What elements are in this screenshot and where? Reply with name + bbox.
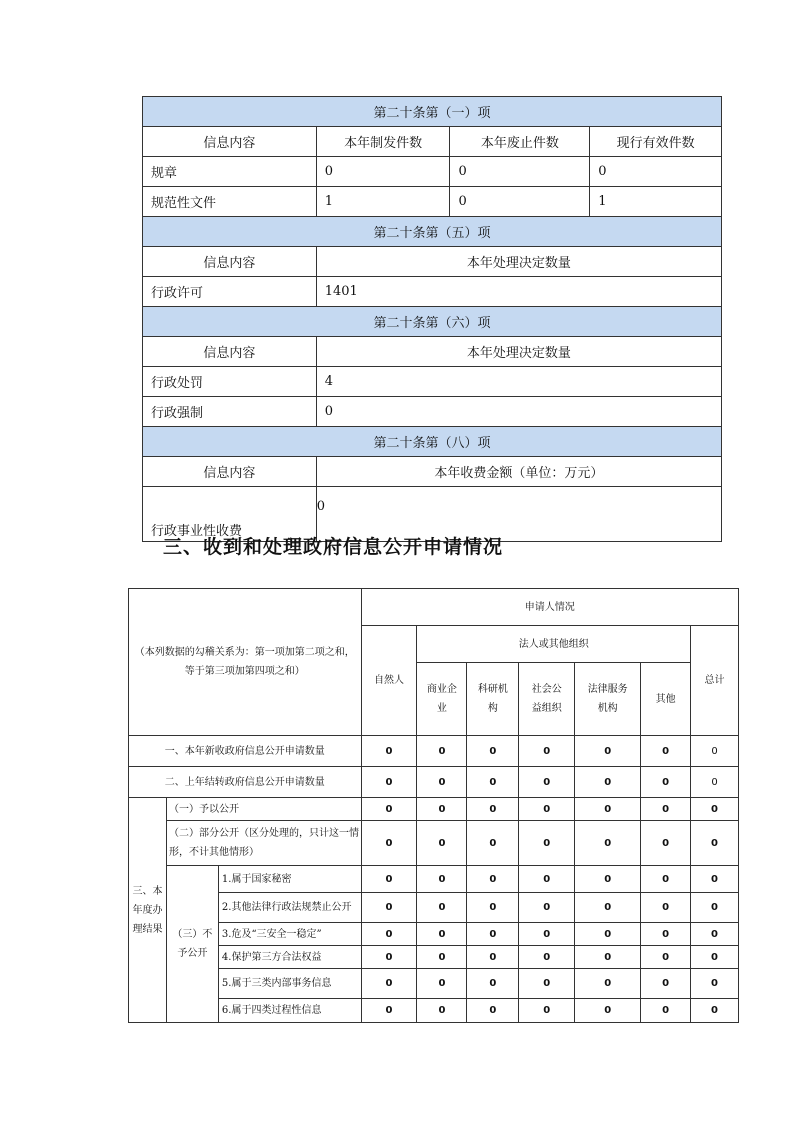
cell-value: 0	[417, 893, 467, 923]
section-title: 第二十条第（八）项	[143, 427, 722, 457]
applicant-header: 申请人情况	[361, 589, 738, 626]
cell-value: 0	[691, 736, 739, 767]
row-label: 行政强制	[143, 397, 317, 427]
cell-value: 0	[519, 999, 575, 1023]
table-row	[129, 736, 739, 767]
cell-value: 0	[467, 893, 519, 923]
table-row	[143, 157, 722, 187]
cell-value: 0	[691, 798, 739, 821]
table-row	[129, 969, 739, 999]
cell-value: 0	[575, 736, 641, 767]
cell-value: 0	[417, 999, 467, 1023]
table-row	[143, 277, 722, 307]
table-row	[129, 798, 739, 821]
cell-value: 0	[519, 821, 575, 866]
legal-entity-header: 法人或其他组织	[417, 626, 691, 663]
cell-value: 0	[467, 999, 519, 1023]
column-header-row	[143, 457, 722, 487]
row-label: 3.危及“三安全一稳定”	[218, 923, 361, 946]
cell-value: 0	[417, 767, 467, 798]
cell-value: 0	[590, 157, 722, 187]
section-header-row	[143, 97, 722, 127]
cell-value: 0	[519, 767, 575, 798]
table-row	[143, 397, 722, 427]
column-header: 信息内容	[143, 457, 317, 487]
cell-value: 0	[316, 487, 721, 542]
cell-value: 0	[575, 893, 641, 923]
total-header: 总计	[691, 626, 739, 736]
column-header: 本年收费金额（单位：万元）	[316, 457, 721, 487]
cell-value: 0	[575, 866, 641, 893]
column-header-row	[143, 127, 722, 157]
column-header: 信息内容	[143, 247, 317, 277]
cell-value: 0	[641, 767, 691, 798]
cell-value: 0	[467, 969, 519, 999]
cell-value: 0	[691, 821, 739, 866]
legal-type-header: 商业企业	[417, 663, 467, 736]
cell-value: 0	[417, 798, 467, 821]
cell-value: 0	[691, 946, 739, 969]
table-row	[129, 866, 739, 893]
cell-value: 1401	[316, 277, 721, 307]
cell-value: 0	[417, 866, 467, 893]
cell-value: 0	[519, 923, 575, 946]
cell-value: 0	[417, 923, 467, 946]
cell-value: 0	[641, 999, 691, 1023]
table-row	[129, 893, 739, 923]
column-header: 本年制发件数	[316, 127, 450, 157]
row-label: （二）部分公开（区分处理的，只计这一情形，不计其他情形）	[166, 821, 361, 866]
cell-value: 0	[575, 767, 641, 798]
section-header-row	[143, 307, 722, 337]
cell-value: 4	[316, 367, 721, 397]
section-title: 第二十条第（六）项	[143, 307, 722, 337]
cell-value: 0	[467, 798, 519, 821]
legal-type-header: 科研机构	[467, 663, 519, 736]
cell-value: 0	[575, 999, 641, 1023]
cell-value: 0	[691, 866, 739, 893]
cell-value: 0	[641, 798, 691, 821]
result-group-label: 三、本年度办理结果	[129, 798, 167, 1023]
cell-value: 0	[519, 969, 575, 999]
section-title: 第二十条第（一）项	[143, 97, 722, 127]
row-label: 一、本年新收政府信息公开申请数量	[129, 736, 362, 767]
row-label: 6.属于四类过程性信息	[218, 999, 361, 1023]
cell-value: 0	[519, 866, 575, 893]
cell-value: 0	[361, 866, 417, 893]
row-label: 行政处罚	[143, 367, 317, 397]
legal-type-header: 法律服务机构	[575, 663, 641, 736]
row-label: （一）予以公开	[166, 798, 361, 821]
cell-value: 0	[519, 736, 575, 767]
cell-value: 0	[641, 893, 691, 923]
cell-value: 0	[361, 821, 417, 866]
natural-person-header: 自然人	[361, 626, 417, 736]
column-header-row	[143, 337, 722, 367]
table-row	[129, 767, 739, 798]
cell-value: 0	[641, 946, 691, 969]
not-open-label: （三）不予公开	[166, 866, 218, 1023]
cell-value: 0	[691, 923, 739, 946]
section-header-row	[143, 217, 722, 247]
table-row	[129, 946, 739, 969]
column-header: 现行有效件数	[590, 127, 722, 157]
row-label: 二、上年结转政府信息公开申请数量	[129, 767, 362, 798]
cell-value: 0	[641, 821, 691, 866]
cell-value: 0	[575, 946, 641, 969]
section-header-row	[143, 427, 722, 457]
row-label: 4.保护第三方合法权益	[218, 946, 361, 969]
legal-type-header: 其他	[641, 663, 691, 736]
cell-value: 0	[691, 969, 739, 999]
cell-value: 0	[417, 969, 467, 999]
column-header: 本年处理决定数量	[316, 337, 721, 367]
cell-value: 0	[316, 397, 721, 427]
cell-value: 0	[467, 821, 519, 866]
row-label: 规范性文件	[143, 187, 317, 217]
cell-value: 0	[361, 798, 417, 821]
header-row	[129, 589, 739, 626]
cell-value: 0	[519, 893, 575, 923]
cell-value: 0	[417, 946, 467, 969]
cell-value: 0	[467, 923, 519, 946]
cell-value: 0	[691, 767, 739, 798]
cell-value: 0	[519, 798, 575, 821]
column-header: 信息内容	[143, 127, 317, 157]
section-heading: 三、收到和处理政府信息公开申请情况	[163, 536, 504, 558]
cell-value: 0	[450, 157, 590, 187]
cell-value: 0	[641, 736, 691, 767]
cell-value: 0	[361, 923, 417, 946]
cell-value: 0	[641, 923, 691, 946]
cell-value: 0	[691, 893, 739, 923]
calculation-note: （本列数据的勾稽关系为：第一项加第二项之和，等于第三项加第四项之和）	[129, 589, 362, 736]
row-label: 行政事业性收费	[143, 487, 317, 542]
column-header: 本年废止件数	[450, 127, 590, 157]
table-row	[143, 367, 722, 397]
row-label: 2.其他法律行政法规禁止公开	[218, 893, 361, 923]
cell-value: 0	[361, 969, 417, 999]
cell-value: 0	[417, 736, 467, 767]
cell-value: 0	[316, 157, 450, 187]
cell-value: 1	[590, 187, 722, 217]
cell-value: 0	[417, 821, 467, 866]
table-row	[129, 999, 739, 1023]
cell-value: 0	[519, 946, 575, 969]
row-label: 行政许可	[143, 277, 317, 307]
row-label: 规章	[143, 157, 317, 187]
cell-value: 0	[361, 999, 417, 1023]
cell-value: 0	[450, 187, 590, 217]
table-row	[143, 187, 722, 217]
disclosure-requests-table	[128, 588, 739, 1023]
table-row	[129, 923, 739, 946]
cell-value: 0	[467, 946, 519, 969]
cell-value: 0	[641, 866, 691, 893]
column-header: 信息内容	[143, 337, 317, 367]
cell-value: 0	[575, 798, 641, 821]
row-label: 5.属于三类内部事务信息	[218, 969, 361, 999]
cell-value: 0	[361, 767, 417, 798]
cell-value: 0	[361, 946, 417, 969]
cell-value: 0	[467, 767, 519, 798]
cell-value: 0	[361, 893, 417, 923]
table-row	[129, 821, 739, 866]
disclosure-table-article20	[142, 96, 722, 542]
cell-value: 0	[361, 736, 417, 767]
cell-value: 0	[691, 999, 739, 1023]
column-header: 本年处理决定数量	[316, 247, 721, 277]
cell-value: 0	[575, 821, 641, 866]
section-title: 第二十条第（五）项	[143, 217, 722, 247]
cell-value: 0	[575, 923, 641, 946]
cell-value: 0	[641, 969, 691, 999]
legal-type-header: 社会公益组织	[519, 663, 575, 736]
cell-value: 0	[575, 969, 641, 999]
row-label: 1.属于国家秘密	[218, 866, 361, 893]
column-header-row	[143, 247, 722, 277]
cell-value: 1	[316, 187, 450, 217]
cell-value: 0	[467, 866, 519, 893]
cell-value: 0	[467, 736, 519, 767]
